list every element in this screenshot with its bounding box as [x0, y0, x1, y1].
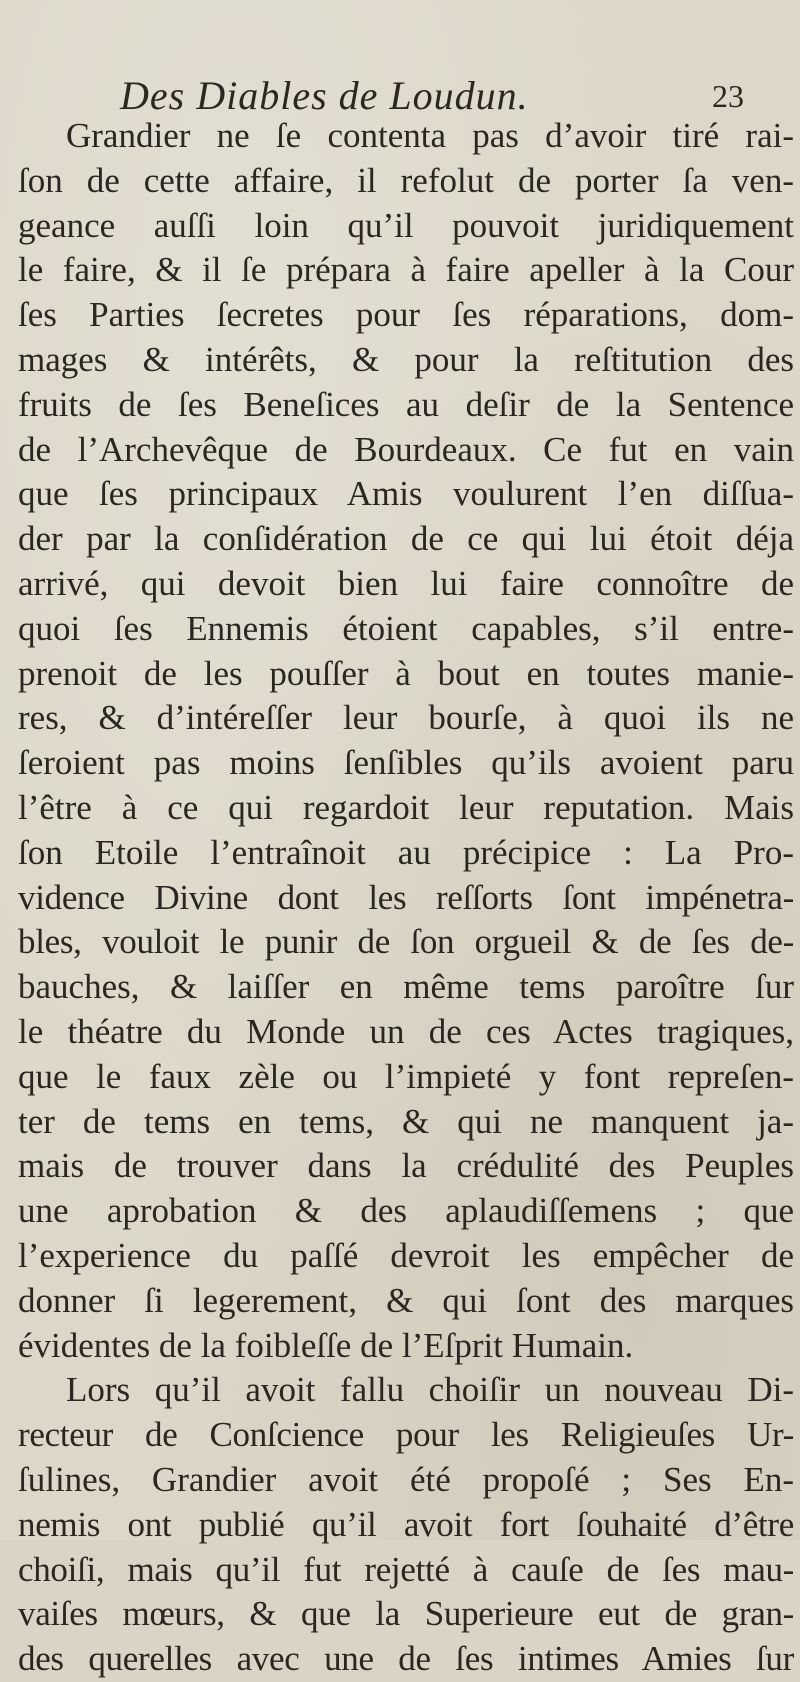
- text-line: le faire, & il ſe prépara à faire apeller à la Cour: [18, 250, 794, 290]
- page-number: 23: [712, 78, 744, 114]
- text-line: vaiſes mœurs, & que la Superieure eut de gran-: [18, 1594, 794, 1634]
- text-line: choiſi, mais qu’il fut rejetté à cauſe de ſes mau-: [18, 1549, 794, 1589]
- text-line: geance auſſi loin qu’il pouvoit juridiquement: [18, 205, 794, 245]
- text-line: nemis ont publié qu’il avoit fort ſouhaité d’être: [18, 1504, 794, 1544]
- text-line: ſon de cette affaire, il refolut de porter ſa ven-: [18, 160, 794, 200]
- text-line: Grandier ne ſe contenta pas d’avoir tiré rai-: [66, 116, 794, 155]
- text-line: que le faux zèle ou l’impieté y font repreſen-: [18, 1056, 794, 1096]
- text-line: évidentes de la foibleſſe de l’Eſprit Humain.: [18, 1325, 634, 1365]
- text-line: recteur de Conſcience pour les Religieuſes Ur-: [18, 1415, 794, 1455]
- text-line: bles, vouloit le punir de ſon orgueil & de ſes de-: [18, 922, 794, 962]
- text-line: prenoit de les pouſſer à bout en toutes manie-: [18, 653, 794, 693]
- text-line: bauches, & laiſſer en même tems paroître ſur: [18, 967, 794, 1007]
- text-line: que ſes principaux Amis voulurent l’en diſſua-: [18, 474, 794, 514]
- text-line: res, & d’intéreſſer leur bourſe, à quoi ils ne: [18, 698, 794, 738]
- text-line: mages & intérêts, & pour la reſtitution des: [18, 339, 794, 379]
- text-line: ſes Parties ſecretes pour ſes réparations, dom-: [18, 295, 794, 335]
- text-line: une aprobation & des aplaudiſſemens ; que: [18, 1191, 794, 1231]
- text-line: Lors qu’il avoit fallu choiſir un nouveau Di-: [66, 1370, 794, 1410]
- text-line: de l’Archevêque de Bourdeaux. Ce fut en vain: [18, 429, 794, 469]
- text-line: donner ſi legerement, & qui ſont des marques: [18, 1280, 794, 1320]
- text-line: l’experience du paſſé devroit les empêcher de: [18, 1235, 794, 1275]
- text-line: der par la conſidération de ce qui lui étoit déja: [18, 519, 794, 559]
- text-line: des querelles avec une de ſes intimes Amies ſur: [18, 1639, 794, 1679]
- text-line: ſulines, Grandier avoit été propoſé ; Ses En-: [18, 1459, 794, 1499]
- text-line: vidence Divine dont les reſſorts ſont impénetra-: [18, 877, 794, 917]
- text-line: quoi ſes Ennemis étoient capables, s’il entre-: [18, 608, 794, 648]
- text-line: ſon Etoile l’entraînoit au précipice : La Pro-: [18, 832, 794, 872]
- running-title: Des Diables de Loudun.: [120, 73, 529, 118]
- text-line: fruits de ſes Beneſices au deſir de la Sentence: [18, 384, 794, 424]
- text-line: le théatre du Monde un de ces Actes tragiques,: [18, 1011, 794, 1051]
- body-text: [18, 114, 794, 1682]
- text-line: l’être à ce qui regardoit leur reputation. Mais: [18, 787, 794, 827]
- text-line: arrivé, qui devoit bien lui faire connoître de: [18, 563, 794, 603]
- text-line: ter de tems en tems, & qui ne manquent ja-: [18, 1101, 794, 1141]
- text-line: mais de trouver dans la crédulité des Peuples: [18, 1146, 794, 1186]
- text-line: ſeroient pas moins ſenſibles qu’ils avoient paru: [18, 743, 794, 783]
